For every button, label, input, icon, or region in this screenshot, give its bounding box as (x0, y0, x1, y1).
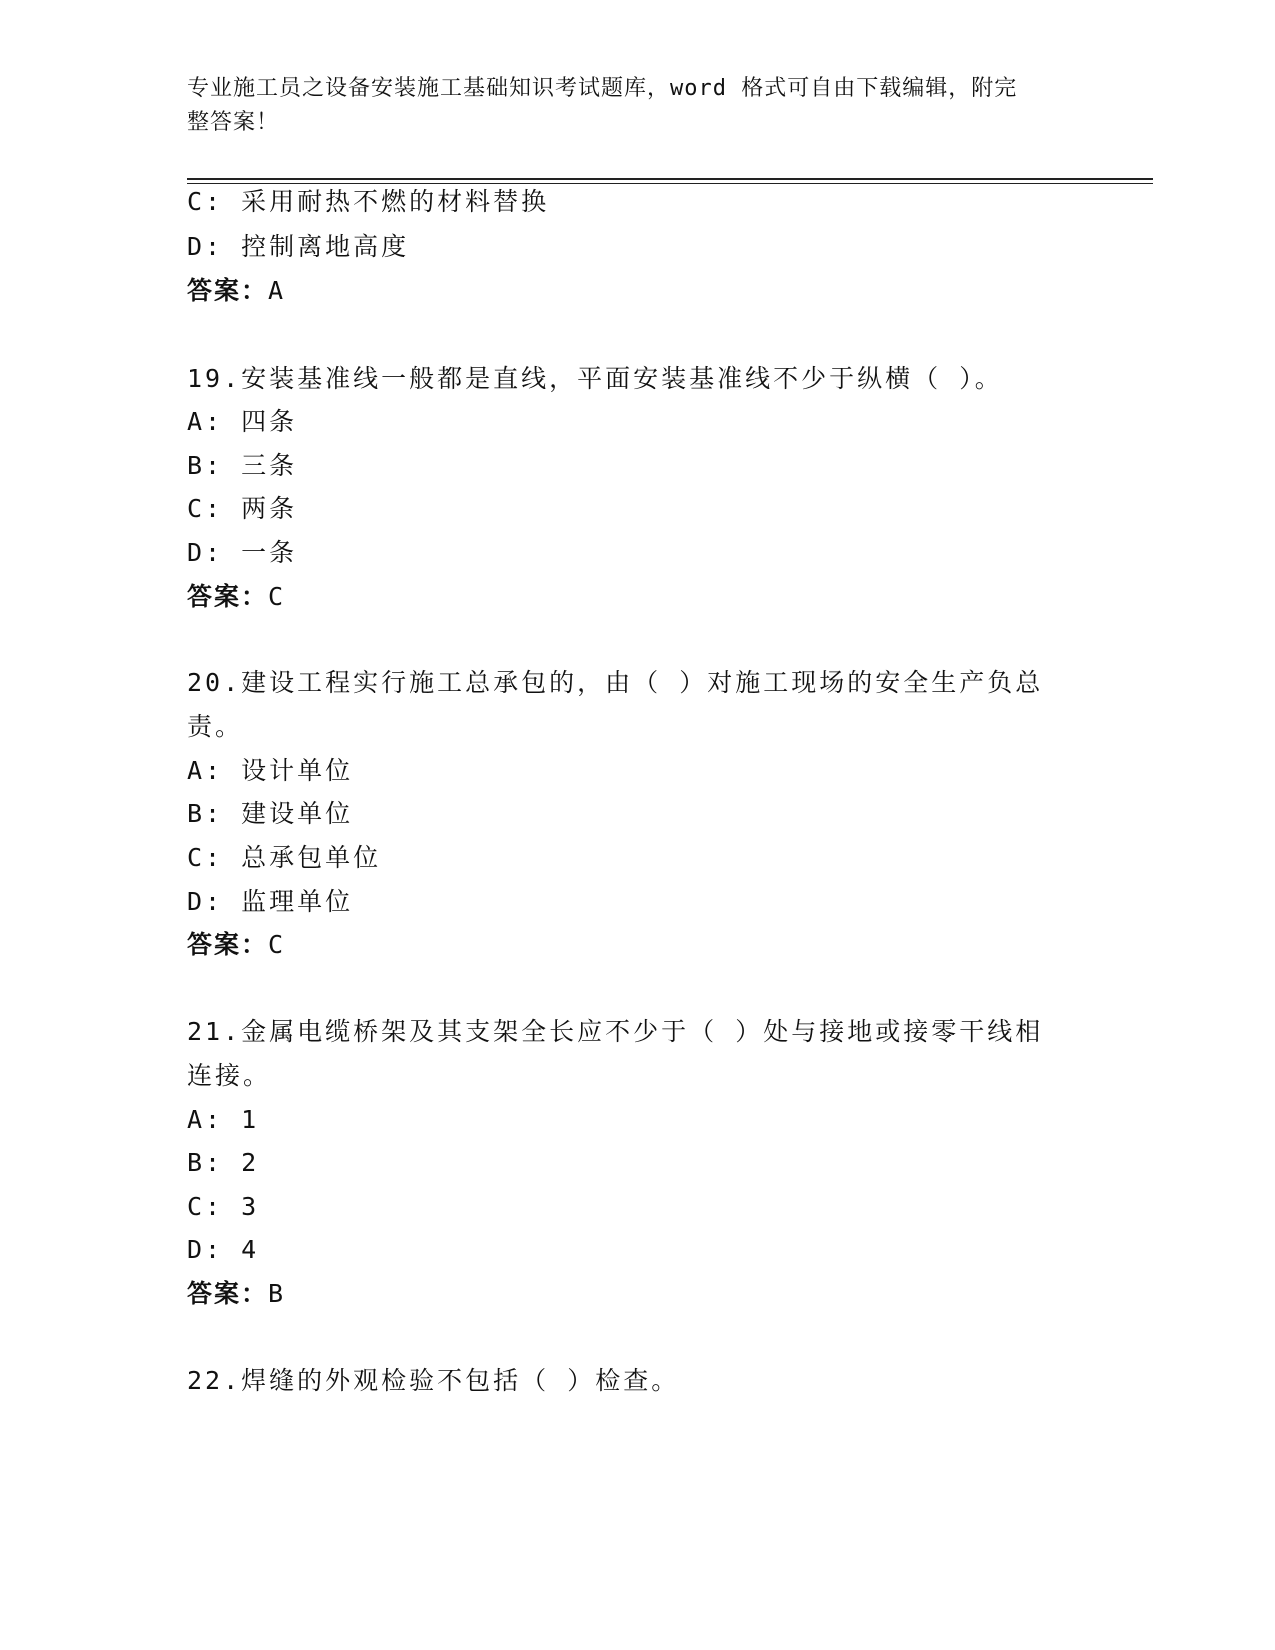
q19-option-c: C: 两条 (187, 494, 298, 523)
q21-question-line-2: 连接。 (187, 1061, 272, 1090)
document-header (187, 72, 1067, 140)
q21-option-a: A: 1 (187, 1105, 260, 1134)
answer-value: C (268, 582, 286, 611)
q20-answer (187, 928, 285, 962)
q20-question-line-2: 责。 (187, 712, 244, 741)
q20-option-a: A: 设计单位 (187, 756, 354, 785)
header-divider-thick (187, 178, 1153, 180)
q21-option-b: B: 2 (187, 1148, 260, 1177)
q20-option-c: C: 总承包单位 (187, 843, 382, 872)
q19-question: 19.安装基准线一般都是直线，平面安装基准线不少于纵横（ ）。 (187, 364, 1003, 393)
answer-value: A (268, 276, 286, 305)
q21-question-line-1: 21.金属电缆桥架及其支架全长应不少于（ ）处与接地或接零干线相 (187, 1017, 1044, 1046)
answer-label: 答案： (187, 582, 269, 611)
answer-label: 答案： (187, 276, 269, 305)
header-divider-thin (187, 183, 1153, 184)
answer-value: B (268, 1279, 286, 1308)
q19-option-a: A: 四条 (187, 407, 298, 436)
q18-answer (187, 274, 285, 308)
q21-option-c: C: 3 (187, 1192, 260, 1221)
q19-answer (187, 580, 285, 614)
q21-answer (187, 1277, 285, 1311)
q19-option-d: D: 一条 (187, 538, 298, 567)
q22-question: 22.焊缝的外观检验不包括（ ）检查。 (187, 1366, 680, 1395)
q19-option-b: B: 三条 (187, 451, 298, 480)
q18-option-c: C: 采用耐热不燃的材料替换 (187, 187, 550, 216)
header-line-1: 专业施工员之设备安装施工基础知识考试题库，word 格式可自由下载编辑，附完 (187, 76, 1018, 101)
q21-option-d: D: 4 (187, 1235, 260, 1264)
q20-option-d: D: 监理单位 (187, 887, 354, 916)
answer-value: C (268, 930, 286, 959)
q20-question-line-1: 20.建设工程实行施工总承包的，由（ ）对施工现场的安全生产负总 (187, 668, 1044, 697)
q18-option-d: D: 控制离地高度 (187, 232, 410, 261)
q20-option-b: B: 建设单位 (187, 799, 354, 828)
answer-label: 答案： (187, 930, 269, 959)
header-line-2: 整答案！ (187, 110, 280, 135)
answer-label: 答案： (187, 1279, 269, 1308)
